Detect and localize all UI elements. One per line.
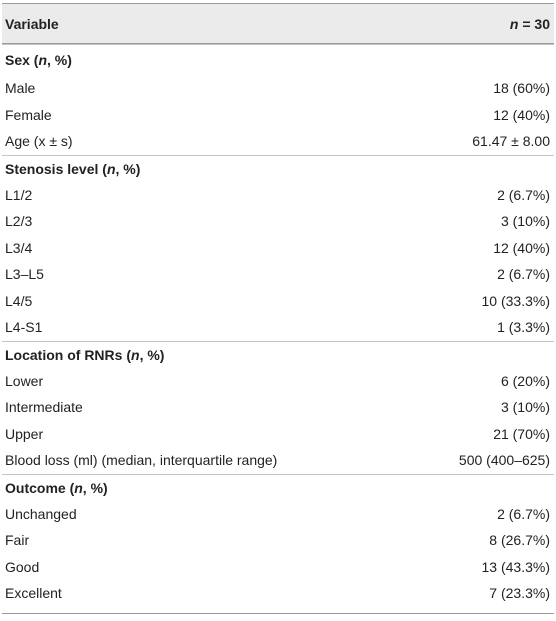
row-value: 2 (6.7%) bbox=[497, 186, 550, 203]
row-label: Blood loss (ml) (median, interquartile range) bbox=[5, 452, 278, 469]
section-title-italic: n bbox=[38, 52, 48, 68]
row-label: Excellent bbox=[5, 585, 62, 602]
row-label: Male bbox=[5, 80, 36, 97]
section-header-row bbox=[2, 44, 554, 75]
section-header-row bbox=[2, 474, 554, 501]
row-value: 3 (10%) bbox=[500, 399, 550, 416]
row-label: Fair bbox=[5, 532, 30, 549]
row-label: Intermediate bbox=[5, 399, 83, 416]
row-value: 12 (40%) bbox=[493, 239, 550, 256]
header-sample-size bbox=[350, 16, 554, 32]
table-row bbox=[2, 182, 554, 209]
row-value: 2 (6.7%) bbox=[497, 266, 550, 283]
row-label: L3/4 bbox=[5, 239, 33, 256]
section-title bbox=[2, 347, 350, 363]
table-row bbox=[2, 128, 554, 155]
row-value: 18 (60%) bbox=[493, 80, 550, 97]
row-value: 10 (33.3%) bbox=[481, 292, 550, 309]
row-label: Good bbox=[5, 558, 40, 575]
section-title bbox=[2, 480, 350, 496]
table-row bbox=[2, 447, 554, 474]
header-n-italic: n bbox=[509, 15, 519, 32]
section-title-italic: n bbox=[74, 479, 83, 496]
section-title-suffix: , %) bbox=[115, 160, 141, 177]
section-title-suffix: , %) bbox=[82, 479, 108, 496]
row-label: L1/2 bbox=[5, 186, 33, 203]
table-row bbox=[2, 235, 554, 262]
row-label: L4-S1 bbox=[5, 319, 43, 336]
row-value: 7 (23.3%) bbox=[489, 585, 550, 602]
row-label: Female bbox=[5, 106, 52, 123]
table-row bbox=[2, 501, 554, 528]
row-value: 13 (43.3%) bbox=[481, 558, 550, 575]
row-label: Unchanged bbox=[5, 505, 77, 522]
section-title-text: Sex ( bbox=[5, 52, 39, 68]
row-value: 3 (10%) bbox=[500, 213, 550, 230]
section-title-italic: n bbox=[131, 346, 140, 363]
row-label: L4/5 bbox=[5, 292, 33, 309]
table-row bbox=[2, 208, 554, 235]
row-value: 2 (6.7%) bbox=[497, 505, 550, 522]
table-row bbox=[2, 368, 554, 395]
header-variable: Variable bbox=[5, 15, 59, 32]
data-table bbox=[2, 3, 554, 614]
table-row bbox=[2, 102, 554, 129]
table-row bbox=[2, 314, 554, 341]
table-bottom-rule bbox=[2, 613, 554, 614]
section-title bbox=[2, 161, 350, 177]
section-title-text: Stenosis level ( bbox=[5, 160, 107, 177]
section-header-row bbox=[2, 341, 554, 368]
header-n-rest: = 30 bbox=[518, 15, 550, 32]
row-value: 6 (20%) bbox=[500, 372, 550, 389]
table-row bbox=[2, 421, 554, 448]
table-row bbox=[2, 554, 554, 581]
row-label: L3–L5 bbox=[5, 266, 44, 283]
table-row bbox=[2, 527, 554, 554]
table-row bbox=[2, 75, 554, 102]
section-title-italic: n bbox=[106, 160, 116, 177]
section-title bbox=[2, 52, 350, 68]
table-row bbox=[2, 394, 554, 421]
section-title-text: Location of RNRs ( bbox=[5, 346, 131, 363]
row-value: 21 (70%) bbox=[493, 425, 550, 442]
table-row bbox=[2, 580, 554, 607]
row-label: Age (x ± s) bbox=[5, 133, 73, 150]
section-title-text: Outcome ( bbox=[5, 479, 75, 496]
row-value: 500 (400–625) bbox=[458, 452, 550, 469]
row-value: 8 (26.7%) bbox=[489, 532, 550, 549]
table-header-row bbox=[2, 4, 554, 44]
section-title-suffix: , %) bbox=[139, 346, 165, 363]
row-label: L2/3 bbox=[5, 213, 33, 230]
row-label: Upper bbox=[5, 425, 44, 442]
section-title-suffix: , %) bbox=[47, 52, 72, 68]
table-row bbox=[2, 261, 554, 288]
row-label: Lower bbox=[5, 372, 44, 389]
table-body bbox=[2, 44, 554, 607]
row-value: 61.47 ± 8.00 bbox=[472, 133, 550, 150]
table-row bbox=[2, 288, 554, 315]
section-header-row bbox=[2, 155, 554, 182]
row-value: 12 (40%) bbox=[493, 106, 550, 123]
row-value: 1 (3.3%) bbox=[497, 319, 550, 336]
